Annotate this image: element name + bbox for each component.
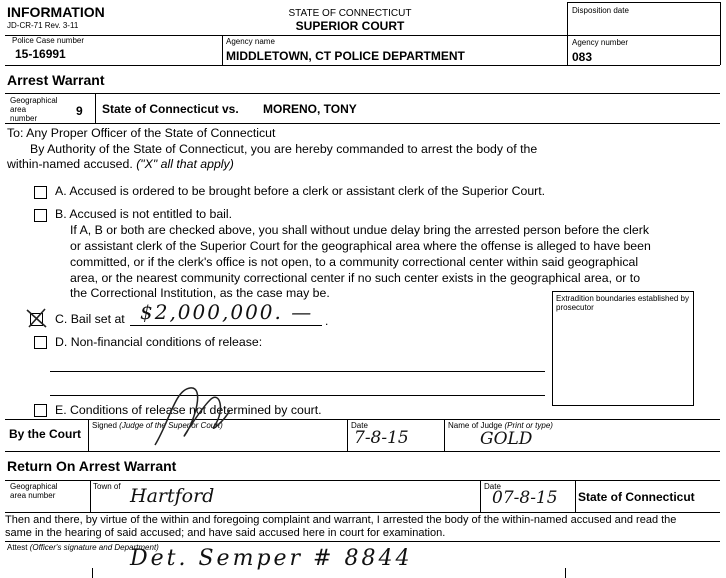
agency-number: 083 bbox=[572, 50, 593, 64]
agency-name-label: Agency name bbox=[226, 37, 275, 46]
option-c-label: C. Bail set at bbox=[55, 312, 125, 326]
instructions-line-4: area, or the nearest community correctional center if no such center exists in the geographical area, or to bbox=[70, 271, 641, 285]
bail-amount: $2,000,000. — bbox=[140, 300, 314, 324]
instructions-line-1: If A, B or both are checked above, you shall without undue delay bring the arrested person before the clerk bbox=[70, 223, 649, 237]
agency-number-label: Agency number bbox=[572, 38, 629, 47]
return-text-line-2: same in the hearing of said accused; and have said accused here in court for examination. bbox=[5, 527, 446, 539]
officer-signature: Det. Semper # 8844 bbox=[130, 546, 413, 571]
state-heading: STATE OF CONNECTICUT bbox=[288, 8, 412, 19]
return-title: Return On Arrest Warrant bbox=[7, 458, 177, 474]
judge-signature bbox=[150, 380, 235, 452]
return-date: 07-8-15 bbox=[492, 488, 558, 508]
checkbox-x-mark bbox=[24, 306, 50, 330]
agency-name: MIDDLETOWN, CT POLICE DEPARTMENT bbox=[226, 49, 465, 63]
checkbox-option-e[interactable] bbox=[34, 404, 47, 417]
court-date-label: Date bbox=[351, 421, 368, 430]
checkbox-option-b[interactable] bbox=[34, 209, 47, 222]
extradition-label: Extradition boundaries established by prosecutor bbox=[556, 294, 689, 312]
checkbox-option-d[interactable] bbox=[34, 336, 47, 349]
checkbox-option-a[interactable] bbox=[34, 186, 47, 199]
town-label: Town of bbox=[93, 482, 121, 491]
option-d-label: D. Non-financial conditions of release: bbox=[55, 335, 263, 349]
return-date-label: Date bbox=[484, 482, 501, 491]
court-heading: SUPERIOR COURT bbox=[295, 19, 405, 33]
case-title: State of Connecticut vs. bbox=[102, 102, 239, 116]
defendant-name: MORENO, TONY bbox=[263, 102, 357, 116]
judge-name: GOLD bbox=[480, 429, 533, 449]
geo-area-label: Geographical area number bbox=[10, 96, 58, 123]
form-code: JD-CR-71 Rev. 3-11 bbox=[7, 21, 79, 30]
authority-line-2: within-named accused. ("X" all that apply) bbox=[7, 157, 234, 171]
extradition-box bbox=[552, 291, 694, 406]
judge-signature-label: Signed (Judge of the Superior Court) bbox=[92, 421, 223, 430]
judge-name-label: Name of Judge (Print or type) bbox=[448, 421, 553, 430]
form-title: INFORMATION bbox=[7, 4, 105, 20]
attest-label: Attest (Officer's signature and Department) bbox=[7, 543, 159, 552]
police-case-number: 15-16991 bbox=[15, 47, 66, 61]
to-line: To: Any Proper Officer of the State of Connecticut bbox=[7, 126, 276, 140]
by-the-court-label: By the Court bbox=[9, 427, 81, 441]
instructions-line-3: committed, or if the clerk's office is not open, to a community correctional center within said geographical bbox=[70, 255, 639, 269]
return-text-line-1: Then and there, by virtue of the within and foregoing complaint and warrant, I arrested the body of the within-named accused and read the bbox=[5, 514, 677, 526]
return-geo-label: Geographical area number bbox=[10, 482, 58, 500]
arrest-warrant-title: Arrest Warrant bbox=[7, 72, 105, 88]
geo-area-number: 9 bbox=[76, 104, 83, 118]
authority-line-1: By Authority of the State of Connecticut, you are hereby commanded to arrest the body of the bbox=[30, 142, 538, 156]
option-a-label: A. Accused is ordered to be brought before a clerk or assistant clerk of the Superior Court. bbox=[55, 184, 546, 198]
option-e-label: E. Conditions of release not determined by court. bbox=[55, 403, 322, 417]
return-state-label: State of Connecticut bbox=[578, 490, 695, 504]
town-value: Hartford bbox=[130, 485, 215, 507]
instructions-line-2: or assistant clerk of the Superior Court for the geographical area where the offense is alleged to have been bbox=[70, 239, 651, 253]
court-date: 7-8-15 bbox=[354, 428, 409, 448]
option-b-label: B. Accused is not entitled to bail. bbox=[55, 207, 233, 221]
police-case-label: Police Case number bbox=[12, 36, 85, 45]
instructions-line-5: the Correctional Institution, as the case may be. bbox=[70, 286, 330, 300]
disposition-date-label: Disposition date bbox=[572, 6, 629, 15]
